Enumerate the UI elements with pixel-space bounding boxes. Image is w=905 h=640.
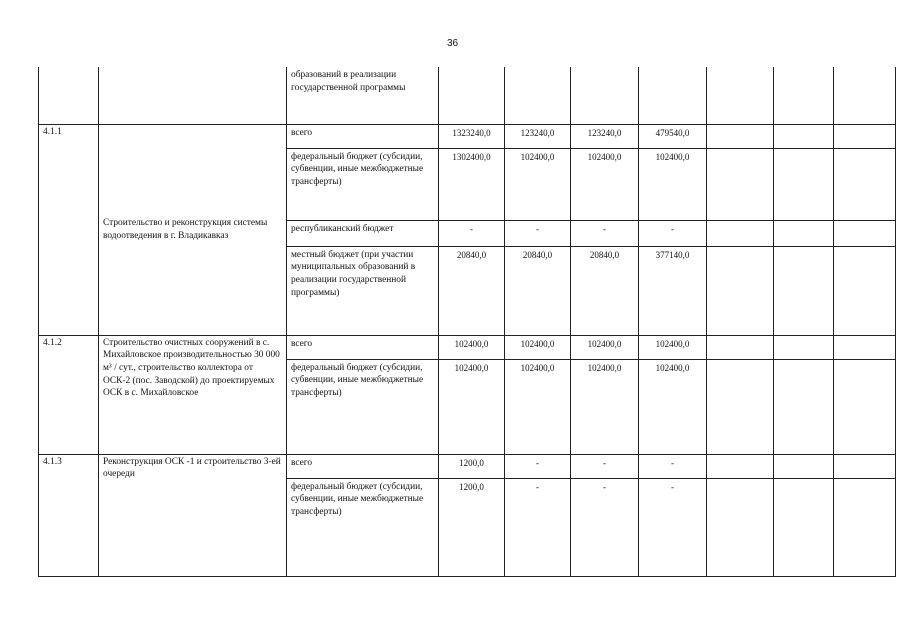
value-cell: - (505, 478, 571, 576)
value-cell: 1323240,0 (439, 124, 505, 148)
value-cell (707, 246, 774, 335)
value-cell: 377140,0 (639, 246, 707, 335)
source-cell: всего (287, 454, 439, 478)
value-cell: 102400,0 (639, 335, 707, 359)
value-cell (774, 67, 834, 124)
value-cell: 123240,0 (505, 124, 571, 148)
value-cell: 1200,0 (439, 478, 505, 576)
value-cell (774, 220, 834, 246)
value-cell: - (439, 220, 505, 246)
code-cell: 4.1.2 (39, 335, 99, 454)
value-cell (834, 335, 896, 359)
value-cell: 102400,0 (639, 148, 707, 220)
code-cell: 4.1.1 (39, 124, 99, 335)
value-cell (834, 67, 896, 124)
value-cell: 1200,0 (439, 454, 505, 478)
source-cell: федеральный бюджет (субсидии, субвенции, иные межбюджетные трансферты) (287, 148, 439, 220)
value-cell (707, 478, 774, 576)
source-cell: местный бюджет (при участии муниципальных образований в реализации государственной программы) (287, 246, 439, 335)
table-row (39, 124, 896, 148)
value-cell: 102400,0 (505, 148, 571, 220)
value-cell (834, 359, 896, 454)
value-cell: - (505, 454, 571, 478)
value-cell: 123240,0 (571, 124, 639, 148)
object-cell (99, 67, 287, 124)
value-cell: 102400,0 (639, 359, 707, 454)
value-cell (707, 124, 774, 148)
value-cell (774, 335, 834, 359)
value-cell: 1302400,0 (439, 148, 505, 220)
source-cell: федеральный бюджет (субсидии, субвенции, иные межбюджетные трансферты) (287, 359, 439, 454)
value-cell (774, 359, 834, 454)
value-cell: 102400,0 (439, 359, 505, 454)
value-cell (707, 454, 774, 478)
value-cell (834, 220, 896, 246)
value-cell: - (639, 478, 707, 576)
value-cell: 102400,0 (571, 335, 639, 359)
value-cell: - (571, 478, 639, 576)
source-cell: всего (287, 335, 439, 359)
source-cell: образований в реализации государственной программы (287, 67, 439, 124)
value-cell: 20840,0 (571, 246, 639, 335)
value-cell (774, 246, 834, 335)
value-cell (834, 478, 896, 576)
value-cell: 102400,0 (505, 359, 571, 454)
value-cell (707, 67, 774, 124)
value-cell (834, 454, 896, 478)
value-cell (774, 454, 834, 478)
source-cell: всего (287, 124, 439, 148)
value-cell: - (639, 454, 707, 478)
value-cell: - (571, 454, 639, 478)
value-cell (707, 335, 774, 359)
value-cell (505, 67, 571, 124)
table-row (39, 335, 896, 359)
table-row (39, 454, 896, 478)
value-cell: - (571, 220, 639, 246)
value-cell (639, 67, 707, 124)
value-cell (774, 148, 834, 220)
object-cell: Реконструкция ОСК -1 и строительство 3-ей очереди (99, 454, 287, 576)
source-cell: федеральный бюджет (субсидии, субвенции, иные межбюджетные трансферты) (287, 478, 439, 576)
source-cell: республиканский бюджет (287, 220, 439, 246)
value-cell (439, 67, 505, 124)
value-cell (834, 246, 896, 335)
value-cell: 102400,0 (571, 359, 639, 454)
object-cell: Строительство очистных сооружений в с. Михайловское производительностью 30 000 м³ / сут., строительство коллектора от ОСК-2 (пос. Заводской) до проектируемых ОСК в с. Михайловское (99, 335, 287, 454)
value-cell (707, 220, 774, 246)
value-cell: 20840,0 (439, 246, 505, 335)
value-cell: 20840,0 (505, 246, 571, 335)
budget-table (38, 67, 896, 577)
value-cell (774, 124, 834, 148)
value-cell (571, 67, 639, 124)
value-cell: 479540,0 (639, 124, 707, 148)
value-cell: - (639, 220, 707, 246)
page-number: 36 (446, 38, 459, 49)
value-cell: 102400,0 (571, 148, 639, 220)
code-cell (39, 67, 99, 124)
object-cell: Строительство и реконструкция системы водоотведения в г. Владикавказ (99, 124, 287, 335)
code-cell: 4.1.3 (39, 454, 99, 576)
value-cell: 102400,0 (439, 335, 505, 359)
value-cell: - (505, 220, 571, 246)
value-cell (834, 124, 896, 148)
value-cell (774, 478, 834, 576)
value-cell (707, 148, 774, 220)
value-cell (834, 148, 896, 220)
table-row (39, 67, 896, 124)
value-cell: 102400,0 (505, 335, 571, 359)
value-cell (707, 359, 774, 454)
